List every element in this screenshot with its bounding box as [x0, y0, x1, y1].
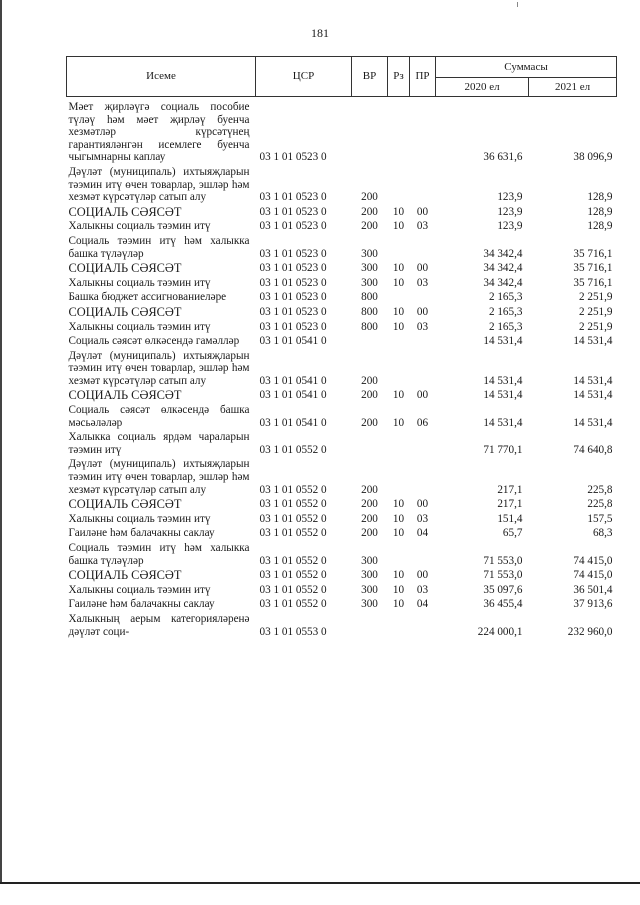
- row-pr: 00: [416, 205, 429, 218]
- row-amount-2021: 128,9: [587, 191, 613, 204]
- row-csr: 03 1 01 0523 0: [259, 191, 327, 204]
- row-vr: 800: [361, 291, 378, 304]
- row-amount-2020: 71 553,0: [483, 569, 523, 582]
- row-pr: 03: [416, 583, 429, 596]
- row-amount-2021: 74 415,0: [573, 569, 613, 582]
- row-name: СОЦИАЛЬ СӘЯСӘТ: [68, 497, 182, 512]
- row-rz: [388, 291, 410, 306]
- row-amount-2021: 128,9: [587, 205, 613, 218]
- row-pr: 00: [416, 262, 429, 275]
- table-row: [67, 166, 617, 206]
- row-name: Социаль тәэмин итү һәм халыкка башка түләүләр: [68, 234, 250, 260]
- row-pr: [410, 235, 436, 262]
- row-amount-2021: 2 251,9: [578, 305, 613, 318]
- page-number: 181: [311, 26, 329, 40]
- row-rz: [388, 458, 410, 498]
- row-name: Халыкны социаль тәэмин итү: [68, 512, 211, 525]
- row-amount-2020: 36 455,4: [483, 598, 523, 611]
- row-pr: [410, 166, 436, 206]
- row-rz: 10: [392, 416, 405, 429]
- row-csr: 03 1 01 0552 0: [259, 512, 327, 525]
- row-rz: [388, 431, 410, 458]
- row-pr: 00: [416, 305, 429, 318]
- row-name: СОЦИАЛЬ СӘЯСӘТ: [68, 388, 182, 403]
- row-name: Халыкның аерым категорияләренә дәүләт соци-: [68, 612, 250, 638]
- row-vr: 200: [361, 191, 378, 204]
- row-name: СОЦИАЛЬ СӘЯСӘТ: [68, 568, 182, 583]
- row-amount-2021: 2 251,9: [578, 291, 613, 304]
- row-name: Халыкка социаль ярдәм чараларын тәэмин итү: [68, 431, 250, 456]
- row-csr: 03 1 01 0552 0: [259, 554, 327, 567]
- row-pr: 06: [416, 416, 429, 429]
- budget-table: [66, 56, 617, 640]
- row-csr: 03 1 01 0553 0: [259, 625, 327, 638]
- row-rz: [388, 101, 410, 166]
- table-row: [67, 235, 617, 262]
- row-amount-2020: 123,9: [497, 220, 523, 233]
- table-row: [67, 350, 617, 390]
- header-vr: ВР: [352, 57, 388, 97]
- row-pr: 00: [416, 569, 429, 582]
- row-rz: 10: [392, 583, 405, 596]
- row-amount-2021: 14 531,4: [573, 389, 613, 402]
- row-vr: 200: [361, 483, 378, 496]
- row-rz: [388, 335, 410, 350]
- row-name: Социаль сәясәт өлкәсендә гамәлләр: [68, 335, 240, 348]
- row-amount-2021: 37 913,6: [573, 598, 613, 611]
- row-rz: [388, 166, 410, 206]
- row-amount-2020: 14 531,4: [483, 389, 523, 402]
- row-amount-2021: 128,9: [587, 220, 613, 233]
- row-csr: 03 1 01 0541 0: [259, 389, 327, 402]
- row-name: Гаиләне һәм балачакны саклау: [68, 527, 215, 540]
- row-pr: 04: [416, 527, 429, 540]
- table-row: [67, 458, 617, 498]
- budget-table-container: [66, 56, 616, 640]
- row-name: Гаиләне һәм балачакны саклау: [68, 598, 215, 611]
- row-csr: 03 1 01 0523 0: [259, 320, 327, 333]
- row-rz: 10: [392, 320, 405, 333]
- header-pr: ПР: [410, 57, 436, 97]
- row-amount-2020: 71 553,0: [483, 554, 523, 567]
- row-csr: 03 1 01 0541 0: [259, 374, 327, 387]
- row-rz: 10: [392, 205, 405, 218]
- row-vr: 300: [361, 583, 378, 596]
- row-amount-2020: 14 531,4: [483, 416, 523, 429]
- row-pr: [410, 291, 436, 306]
- row-rz: [388, 613, 410, 640]
- table-row: [67, 527, 617, 542]
- row-amount-2021: 14 531,4: [573, 374, 613, 387]
- row-amount-2021: 225,8: [587, 483, 613, 496]
- table-row: [67, 306, 617, 321]
- row-csr: 03 1 01 0552 0: [259, 583, 327, 596]
- row-name: СОЦИАЛЬ СӘЯСӘТ: [68, 261, 182, 276]
- row-rz: 10: [392, 276, 405, 289]
- row-amount-2021: 74 640,8: [573, 443, 613, 456]
- row-amount-2020: 224 000,1: [477, 625, 523, 638]
- row-pr: [410, 613, 436, 640]
- row-name: Дәүләт (муниципаль) ихтыяҗларын тәэмин итү өчен товарлар, эшләр һәм хезмәт күрсәтүләр сатып алу: [68, 165, 250, 204]
- row-amount-2021: 35 716,1: [573, 262, 613, 275]
- table-row: [67, 584, 617, 599]
- row-csr: 03 1 01 0552 0: [259, 598, 327, 611]
- row-name: Халыкны социаль тәэмин итү: [68, 276, 211, 289]
- row-vr: 200: [361, 416, 378, 429]
- row-vr: [352, 101, 388, 166]
- row-vr: 300: [361, 569, 378, 582]
- row-vr: 200: [361, 389, 378, 402]
- row-rz: 10: [392, 527, 405, 540]
- row-amount-2020: 151,4: [497, 512, 523, 525]
- table-header: [67, 57, 617, 97]
- row-vr: 300: [361, 247, 378, 260]
- row-amount-2021: 14 531,4: [573, 335, 613, 348]
- table-body: [67, 97, 617, 641]
- row-csr: 03 1 01 0523 0: [259, 151, 327, 164]
- row-amount-2020: 34 342,4: [483, 276, 523, 289]
- row-pr: [410, 542, 436, 569]
- row-amount-2021: 157,5: [587, 512, 613, 525]
- header-csr: ЦСР: [256, 57, 352, 97]
- row-name: Дәүләт (муниципаль) ихтыяҗларын тәэмин итү өчен товарлар, эшләр һәм хезмәт күрсәтүләр сатып алу: [68, 458, 250, 496]
- row-amount-2021: 2 251,9: [578, 320, 613, 333]
- row-vr: [352, 335, 388, 350]
- row-vr: 200: [361, 512, 378, 525]
- row-vr: 800: [361, 320, 378, 333]
- table-row: [67, 335, 617, 350]
- table-row: [67, 321, 617, 336]
- row-rz: 10: [392, 389, 405, 402]
- table-row: [67, 101, 617, 166]
- table-row: [67, 277, 617, 292]
- row-amount-2021: 68,3: [592, 527, 613, 540]
- table-row: [67, 498, 617, 513]
- row-pr: [410, 458, 436, 498]
- row-amount-2021: 232 960,0: [567, 625, 613, 638]
- table-row: [67, 569, 617, 584]
- row-name: Халыкны социаль тәэмин итү: [68, 320, 211, 333]
- row-amount-2021: 38 096,9: [573, 151, 613, 164]
- table-row: [67, 404, 617, 431]
- table-row: [67, 513, 617, 528]
- row-vr: 200: [361, 527, 378, 540]
- row-pr: 00: [416, 498, 429, 511]
- row-amount-2020: 14 531,4: [483, 335, 523, 348]
- row-rz: 10: [392, 512, 405, 525]
- row-amount-2020: 34 342,4: [483, 247, 523, 260]
- row-rz: 10: [392, 569, 405, 582]
- row-name: СОЦИАЛЬ СӘЯСӘТ: [68, 304, 182, 319]
- row-pr: 03: [416, 276, 429, 289]
- row-csr: 03 1 01 0523 0: [259, 276, 327, 289]
- row-vr: 200: [361, 498, 378, 511]
- row-csr: 03 1 01 0552 0: [259, 498, 327, 511]
- row-name: Халыкны социаль тәэмин итү: [68, 220, 211, 233]
- row-amount-2020: 34 342,4: [483, 262, 523, 275]
- row-name: Халыкны социаль тәэмин итү: [68, 583, 211, 596]
- header-amounts: Суммасы: [436, 57, 617, 78]
- row-vr: 200: [361, 374, 378, 387]
- table-row: [67, 431, 617, 458]
- row-csr: 03 1 01 0523 0: [259, 205, 327, 218]
- table-row: [67, 220, 617, 235]
- row-name: Социаль тәэмин итү һәм халыкка башка түләүләр: [68, 542, 250, 567]
- row-amount-2021: 35 716,1: [573, 247, 613, 260]
- row-rz: [388, 235, 410, 262]
- table-row: [67, 598, 617, 613]
- row-pr: 00: [416, 389, 429, 402]
- row-csr: 03 1 01 0552 0: [259, 569, 327, 582]
- row-csr: 03 1 01 0552 0: [259, 443, 327, 456]
- row-name: Башка бюджет ассигнованиеләре: [68, 291, 227, 304]
- row-rz: 10: [392, 498, 405, 511]
- row-pr: 03: [416, 512, 429, 525]
- header-year-2020: 2020 ел: [436, 78, 529, 97]
- row-amount-2020: 14 531,4: [483, 374, 523, 387]
- row-amount-2020: 2 165,3: [488, 291, 523, 304]
- row-rz: 10: [392, 305, 405, 318]
- row-name: Мәет җирләүгә социаль пособие түләү һәм мәет җирләү буенча хезмәтләр күрсәтүнең гарантияләнгән исемлеге буенча чыгымнарны каплау: [68, 101, 250, 164]
- header-name: Исеме: [67, 57, 256, 97]
- row-csr: 03 1 01 0523 0: [259, 262, 327, 275]
- row-amount-2020: 71 770,1: [483, 443, 523, 456]
- row-pr: 03: [416, 220, 429, 233]
- table-row: [67, 262, 617, 277]
- row-amount-2021: 35 716,1: [573, 276, 613, 289]
- row-vr: 300: [361, 276, 378, 289]
- header-rz: Рз: [388, 57, 410, 97]
- row-rz: 10: [392, 220, 405, 233]
- row-amount-2020: 123,9: [497, 205, 523, 218]
- row-vr: 200: [361, 205, 378, 218]
- row-amount-2021: 14 531,4: [573, 416, 613, 429]
- row-vr: [352, 431, 388, 458]
- row-amount-2020: 123,9: [497, 191, 523, 204]
- row-csr: 03 1 01 0523 0: [259, 291, 327, 304]
- row-amount-2020: 36 631,6: [483, 151, 523, 164]
- row-name: Дәүләт (муниципаль) ихтыяҗларын тәэмин итү өчен товарлар, эшләр һәм хезмәт күрсәтүләр сатып алу: [68, 349, 250, 387]
- table-row: [67, 206, 617, 221]
- row-vr: [352, 613, 388, 640]
- row-rz: 10: [392, 598, 405, 611]
- row-pr: [410, 350, 436, 390]
- row-amount-2020: 2 165,3: [488, 305, 523, 318]
- row-csr: 03 1 01 0523 0: [259, 220, 327, 233]
- row-rz: 10: [392, 262, 405, 275]
- row-name: СОЦИАЛЬ СӘЯСӘТ: [68, 204, 182, 219]
- row-vr: 200: [361, 220, 378, 233]
- page-left-edge: [0, 0, 2, 884]
- row-csr: 03 1 01 0552 0: [259, 483, 327, 496]
- row-amount-2020: 217,1: [497, 483, 523, 496]
- row-pr: 03: [416, 320, 429, 333]
- row-name: Социаль сәясәт өлкәсендә башка мәсьәләләр: [68, 404, 250, 429]
- row-amount-2021: 36 501,4: [573, 583, 613, 596]
- row-pr: [410, 335, 436, 350]
- row-pr: 04: [416, 598, 429, 611]
- row-rz: [388, 350, 410, 390]
- header-year-2021: 2021 ел: [529, 78, 617, 97]
- row-csr: 03 1 01 0552 0: [259, 527, 327, 540]
- row-amount-2020: 217,1: [497, 498, 523, 511]
- table-row: [67, 389, 617, 404]
- row-amount-2020: 35 097,6: [483, 583, 523, 596]
- row-amount-2020: 65,7: [502, 527, 523, 540]
- row-amount-2021: 74 415,0: [573, 554, 613, 567]
- row-amount-2020: 2 165,3: [488, 320, 523, 333]
- row-vr: 300: [361, 598, 378, 611]
- table-row: [67, 613, 617, 640]
- row-csr: 03 1 01 0541 0: [259, 416, 327, 429]
- table-row: [67, 542, 617, 569]
- page-bottom-edge: [0, 882, 640, 884]
- row-csr: 03 1 01 0541 0: [259, 335, 327, 348]
- row-vr: 300: [361, 262, 378, 275]
- scan-mark: [517, 2, 518, 7]
- row-pr: [410, 101, 436, 166]
- table-row: [67, 291, 617, 306]
- row-vr: 800: [361, 305, 378, 318]
- row-rz: [388, 542, 410, 569]
- row-csr: 03 1 01 0523 0: [259, 305, 327, 318]
- row-amount-2021: 225,8: [587, 498, 613, 511]
- row-vr: 300: [361, 554, 378, 567]
- row-csr: 03 1 01 0523 0: [259, 247, 327, 260]
- row-pr: [410, 431, 436, 458]
